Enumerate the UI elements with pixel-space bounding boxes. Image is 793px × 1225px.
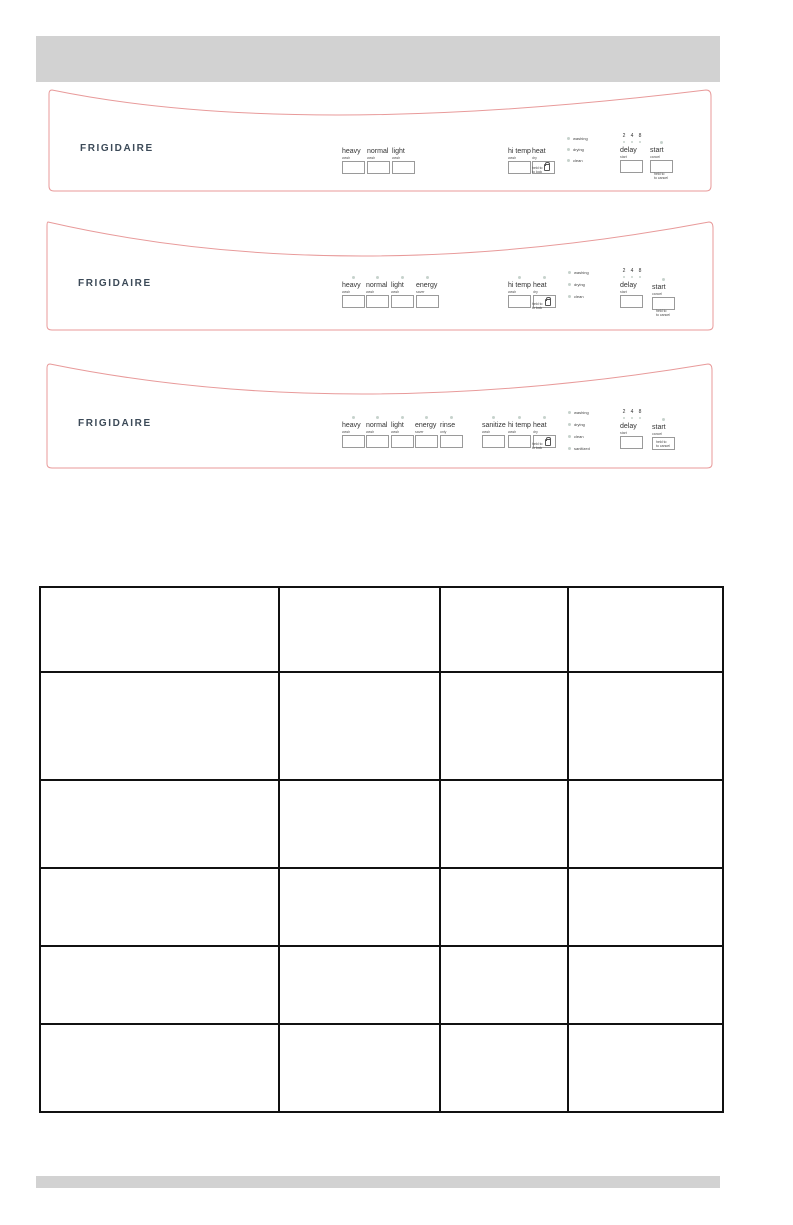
cycle-sublabel: only: [440, 430, 447, 434]
option-label: heat: [532, 148, 546, 155]
cycle-key[interactable]: [342, 161, 365, 174]
cycle-label: heavy: [342, 148, 361, 155]
table-cell: [568, 1024, 723, 1112]
start-sublabel: cancel: [650, 155, 661, 159]
start-led-icon: [662, 418, 665, 421]
cycle-led-icon: [376, 416, 379, 419]
status-dot-icon: [568, 447, 571, 450]
cycle-label: rinse: [440, 422, 456, 429]
cycle-led-icon: [450, 416, 453, 419]
table-cell: [279, 1024, 440, 1112]
brand-logo: FRIGIDAIRE: [78, 418, 152, 429]
table-cell: [40, 946, 279, 1024]
status-washing: washing: [568, 270, 589, 275]
cycle-led-icon: [352, 416, 355, 419]
status-drying: drying: [568, 282, 585, 287]
start-sublabel: cancel: [652, 292, 663, 296]
table-cell: [440, 587, 568, 672]
status-dot-icon: [567, 159, 570, 162]
table-cell: [40, 868, 279, 946]
cycle-key[interactable]: [391, 435, 414, 448]
table-row: [40, 868, 723, 946]
cycle-led-icon: [401, 416, 404, 419]
table-cell: [440, 672, 568, 780]
table-row: [40, 780, 723, 868]
status-sanitized: sanitized: [568, 446, 590, 451]
table-cell: [568, 946, 723, 1024]
delay-label: delay: [620, 423, 637, 430]
table-cell: [279, 780, 440, 868]
start-led-icon: [662, 278, 665, 281]
table-cell: [440, 1024, 568, 1112]
cycle-label: light: [391, 282, 404, 289]
status-clean: clean: [568, 434, 584, 439]
lock-icon: [545, 299, 551, 306]
cycle-sublabel: saver: [415, 430, 424, 434]
option-led-icon: [543, 416, 546, 419]
option-label: heat: [533, 282, 547, 289]
status-dot-icon: [568, 295, 571, 298]
delay-key[interactable]: [620, 160, 643, 173]
hold-to-cancel-label: held to to cancel: [654, 172, 669, 180]
cycle-sublabel: wash: [367, 156, 376, 160]
option-sublabel: dry: [532, 156, 537, 160]
hold-to-cancel-label: held to to cancel: [656, 440, 671, 448]
table-cell: [279, 868, 440, 946]
cycle-key[interactable]: [342, 435, 365, 448]
status-dot-icon: [567, 148, 570, 151]
cycle-key[interactable]: [391, 295, 414, 308]
option-sublabel: wash: [508, 290, 517, 294]
brand-logo: FRIGIDAIRE: [78, 278, 152, 289]
option-key[interactable]: [508, 161, 531, 174]
status-drying: drying: [567, 147, 584, 152]
control-panel-3: [46, 362, 712, 470]
option-sublabel: dry: [533, 430, 538, 434]
status-dot-icon: [568, 271, 571, 274]
cycle-key[interactable]: [416, 295, 439, 308]
cycle-led-icon: [376, 276, 379, 279]
option-led-icon: [518, 276, 521, 279]
start-sublabel: cancel: [652, 432, 663, 436]
cycle-label: normal: [366, 282, 388, 289]
cycle-led-icon: [401, 276, 404, 279]
cycle-sublabel: wash: [342, 290, 351, 294]
status-dot-icon: [568, 435, 571, 438]
cycle-key[interactable]: [392, 161, 415, 174]
table-cell: [568, 672, 723, 780]
cycle-sublabel: wash: [366, 430, 375, 434]
cycle-label: energy: [416, 282, 438, 289]
delay-sublabel: start: [620, 155, 627, 159]
table-row: [40, 946, 723, 1024]
option-key[interactable]: [508, 435, 531, 448]
control-panel-2: [46, 220, 712, 332]
cycle-key[interactable]: [366, 435, 389, 448]
cycle-label: light: [391, 422, 404, 429]
delay-label: delay: [620, 147, 637, 154]
option-label: hi temp: [508, 422, 531, 429]
status-dot-icon: [567, 137, 570, 140]
lock-icon: [544, 164, 550, 171]
cycle-key[interactable]: [367, 161, 390, 174]
table-cell: [440, 946, 568, 1024]
header-bar: [36, 36, 720, 82]
cycle-key[interactable]: [415, 435, 438, 448]
table-cell: [568, 780, 723, 868]
delay-sublabel: start: [620, 431, 627, 435]
option-label: hi temp: [508, 148, 531, 155]
delay-label: delay: [620, 282, 637, 289]
cycle-label: light: [392, 148, 405, 155]
status-washing: washing: [568, 410, 589, 415]
option-label: sanitize: [482, 422, 506, 429]
panel-outline: [46, 220, 712, 332]
table-row: [40, 587, 723, 672]
cycle-sublabel: wash: [391, 290, 400, 294]
delay-hour-dots: [620, 139, 644, 145]
control-panel-1: [46, 88, 712, 194]
cycle-sublabel: saver: [416, 290, 425, 294]
option-sublabel: dry: [533, 290, 538, 294]
cycle-led-icon: [425, 416, 428, 419]
table-cell: [279, 587, 440, 672]
lock-icon: [545, 439, 551, 446]
delay-key[interactable]: [620, 436, 643, 449]
status-dot-icon: [568, 411, 571, 414]
hold-to-lock-label: held to to lock: [532, 302, 543, 310]
hold-to-cancel-label: held to to cancel: [656, 309, 671, 317]
table-cell: [440, 780, 568, 868]
start-label: start: [652, 284, 666, 291]
panel-outline: [46, 88, 712, 194]
delay-hour-dots: [620, 415, 644, 421]
table-cell: [568, 587, 723, 672]
cycle-sublabel: wash: [342, 156, 351, 160]
status-clean: clean: [568, 294, 584, 299]
status-clean: clean: [567, 158, 583, 163]
status-drying: drying: [568, 422, 585, 427]
option-sublabel: wash: [508, 156, 517, 160]
table-cell: [40, 1024, 279, 1112]
option-sublabel: wash: [508, 430, 517, 434]
option-led-icon: [492, 416, 495, 419]
option-sublabel: wash: [482, 430, 491, 434]
table-cell: [279, 672, 440, 780]
option-label: hi temp: [508, 282, 531, 289]
cycle-led-icon: [426, 276, 429, 279]
table-row: [40, 1024, 723, 1112]
start-label: start: [650, 147, 664, 154]
delay-hours-indicator: 2 4 8: [620, 133, 644, 139]
cycle-label: heavy: [342, 282, 361, 289]
delay-sublabel: start: [620, 290, 627, 294]
option-label: heat: [533, 422, 547, 429]
start-label: start: [652, 424, 666, 431]
option-key[interactable]: [508, 295, 531, 308]
table-cell: [440, 868, 568, 946]
option-led-icon: [543, 276, 546, 279]
cycle-sublabel: wash: [366, 290, 375, 294]
panel-outline: [46, 362, 712, 470]
delay-key[interactable]: [620, 295, 643, 308]
cycle-led-icon: [352, 276, 355, 279]
table-cell: [568, 868, 723, 946]
status-dot-icon: [568, 423, 571, 426]
start-led-icon: [660, 141, 663, 144]
cycle-label: normal: [367, 148, 389, 155]
hold-to-lock-label: held to to lock: [532, 442, 543, 450]
cycle-label: heavy: [342, 422, 361, 429]
blank-table: [39, 586, 724, 1113]
footer-bar: [36, 1176, 720, 1188]
table-cell: [40, 672, 279, 780]
cycle-key[interactable]: [440, 435, 463, 448]
table-row: [40, 672, 723, 780]
cycle-sublabel: wash: [342, 430, 351, 434]
delay-hour-dots: [620, 274, 644, 280]
brand-logo: FRIGIDAIRE: [80, 143, 154, 154]
option-led-icon: [518, 416, 521, 419]
table-cell: [279, 946, 440, 1024]
cycle-sublabel: wash: [391, 430, 400, 434]
delay-hours-indicator: 2 4 8: [620, 268, 644, 274]
cycle-key[interactable]: [342, 295, 365, 308]
table-cell: [40, 780, 279, 868]
option-key[interactable]: [482, 435, 505, 448]
cycle-sublabel: wash: [392, 156, 401, 160]
delay-hours-indicator: 2 4 8: [620, 409, 644, 415]
status-washing: washing: [567, 136, 588, 141]
cycle-key[interactable]: [366, 295, 389, 308]
status-dot-icon: [568, 283, 571, 286]
hold-to-lock-label: held to to lock: [532, 166, 543, 174]
table-cell: [40, 587, 279, 672]
cycle-label: normal: [366, 422, 388, 429]
cycle-label: energy: [415, 422, 437, 429]
